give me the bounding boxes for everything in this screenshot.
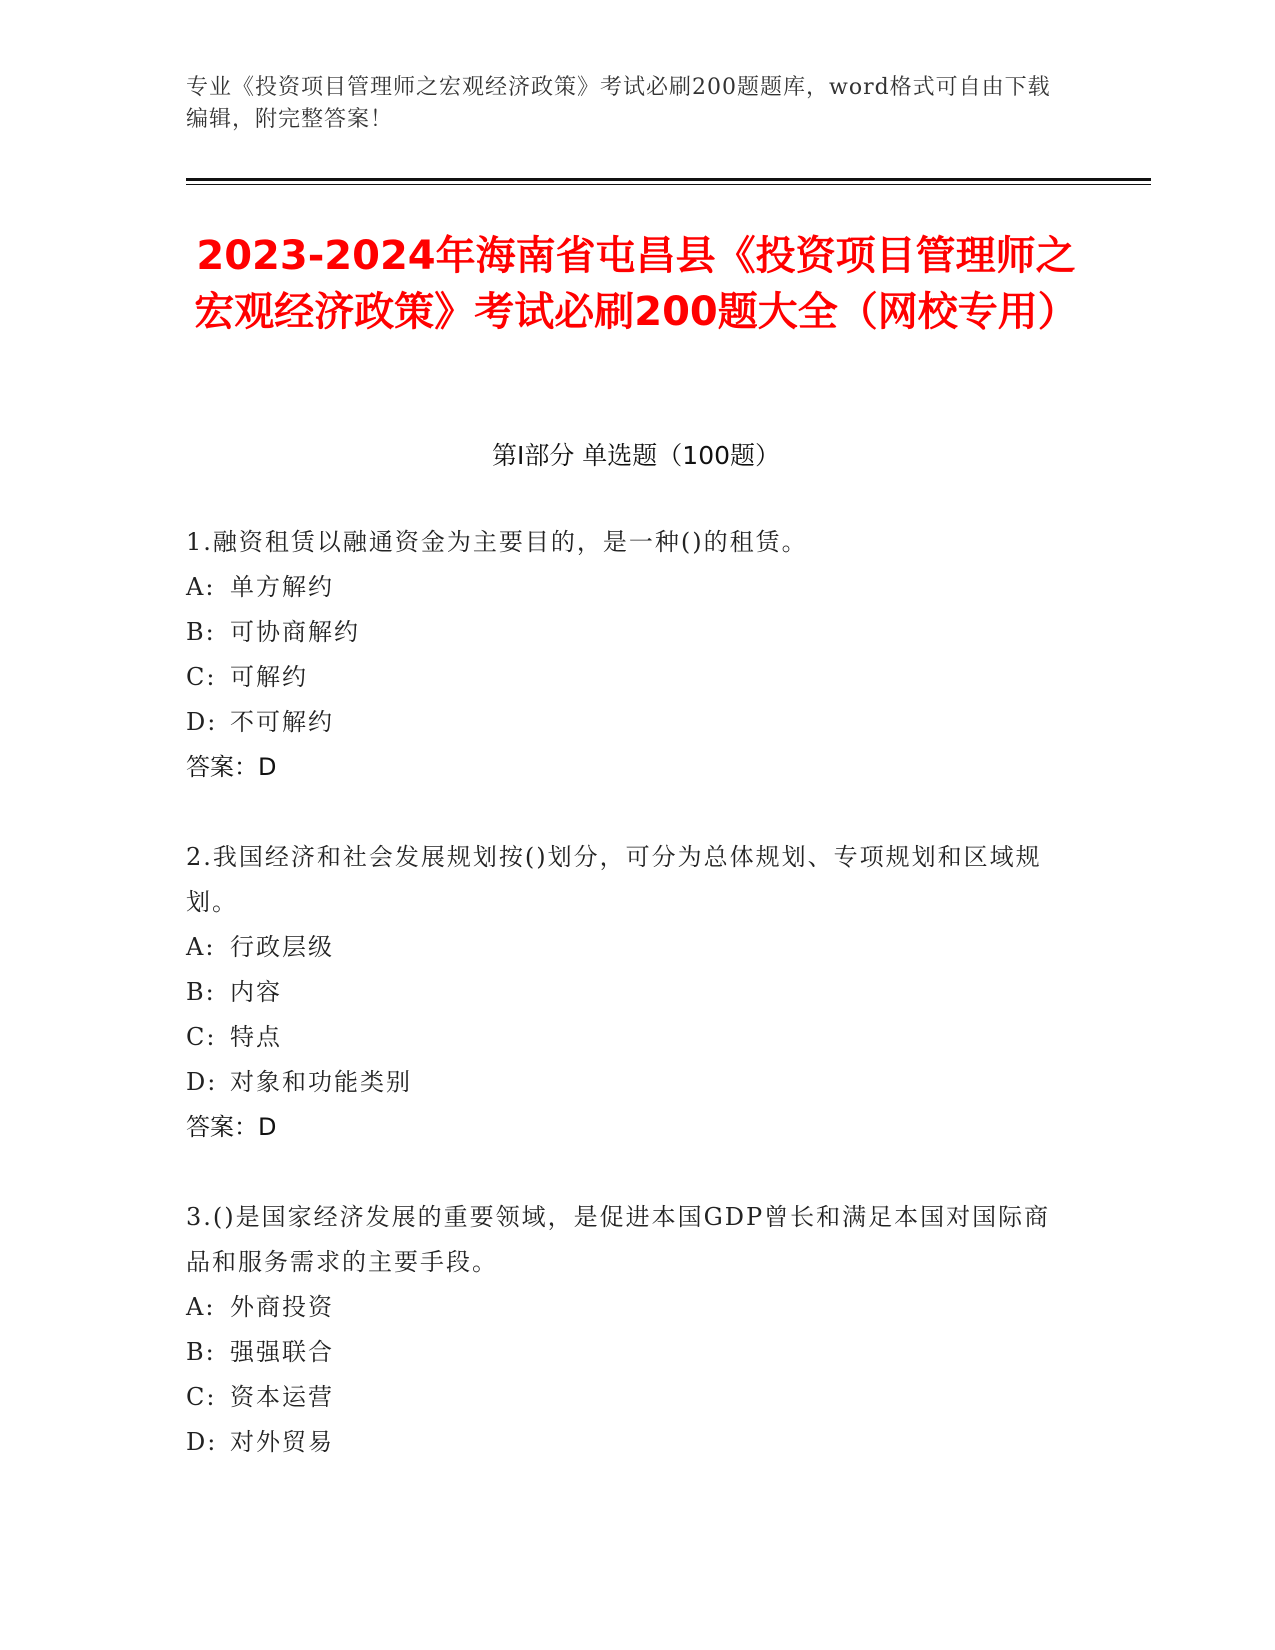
- option-key: D:: [186, 1428, 218, 1456]
- option-d: [186, 700, 1066, 745]
- section-title: 第I部分 单选题（100题）: [491, 441, 781, 470]
- option-key: C:: [186, 1023, 217, 1051]
- option-text: 可协商解约: [230, 618, 360, 646]
- option-text: 特点: [230, 1023, 282, 1051]
- option-b: [186, 610, 1066, 655]
- option-text: 资本运营: [230, 1383, 334, 1411]
- option-text: 单方解约: [230, 573, 334, 601]
- question-1: [186, 520, 1066, 790]
- document-title: 2023-2024年海南省屯昌县《投资项目管理师之宏观经济政策》考试必刷200题大全（网校专用）: [194, 233, 1078, 335]
- option-d: [186, 1060, 1066, 1105]
- question-3: [186, 1195, 1066, 1465]
- option-c: [186, 655, 1066, 700]
- option-key: A:: [186, 1293, 216, 1321]
- option-text: 强强联合: [230, 1338, 334, 1366]
- option-key: A:: [186, 933, 216, 961]
- option-text: 不可解约: [230, 708, 334, 736]
- option-text: 内容: [230, 978, 282, 1006]
- option-c: [186, 1015, 1066, 1060]
- option-b: [186, 1330, 1066, 1375]
- option-key: D:: [186, 1068, 218, 1096]
- option-c: [186, 1375, 1066, 1420]
- option-key: C:: [186, 663, 217, 691]
- question-text: 2.我国经济和社会发展规划按()划分，可分为总体规划、专项规划和区域规划。: [186, 843, 1042, 916]
- header-rule-thin: [186, 184, 1151, 185]
- header-note: 专业《投资项目管理师之宏观经济政策》考试必刷200题题库，word格式可自由下载编辑，附完整答案！: [186, 75, 1051, 132]
- option-b: [186, 970, 1066, 1015]
- option-text: 行政层级: [230, 933, 334, 961]
- option-a: [186, 565, 1066, 610]
- option-key: A:: [186, 573, 216, 601]
- option-key: B:: [186, 1338, 216, 1366]
- question-2: [186, 835, 1066, 1150]
- option-d: [186, 1420, 1066, 1465]
- option-text: 对外贸易: [230, 1428, 334, 1456]
- question-list: [186, 520, 1066, 1510]
- option-a: [186, 1285, 1066, 1330]
- option-text: 外商投资: [230, 1293, 334, 1321]
- answer-line: 答案：D: [186, 1113, 277, 1141]
- option-key: B:: [186, 978, 216, 1006]
- option-a: [186, 925, 1066, 970]
- option-text: 对象和功能类别: [230, 1068, 412, 1096]
- option-key: D:: [186, 708, 218, 736]
- option-key: B:: [186, 618, 216, 646]
- option-key: C:: [186, 1383, 217, 1411]
- question-text: 3.()是国家经济发展的重要领域，是促进本国GDP曾长和满足本国对国际商品和服务需求的主要手段。: [186, 1203, 1051, 1276]
- option-text: 可解约: [230, 663, 308, 691]
- header-rule-thick: [186, 178, 1151, 181]
- question-text: 1.融资租赁以融通资金为主要目的，是一种()的租赁。: [186, 528, 808, 556]
- answer-line: 答案：D: [186, 753, 277, 781]
